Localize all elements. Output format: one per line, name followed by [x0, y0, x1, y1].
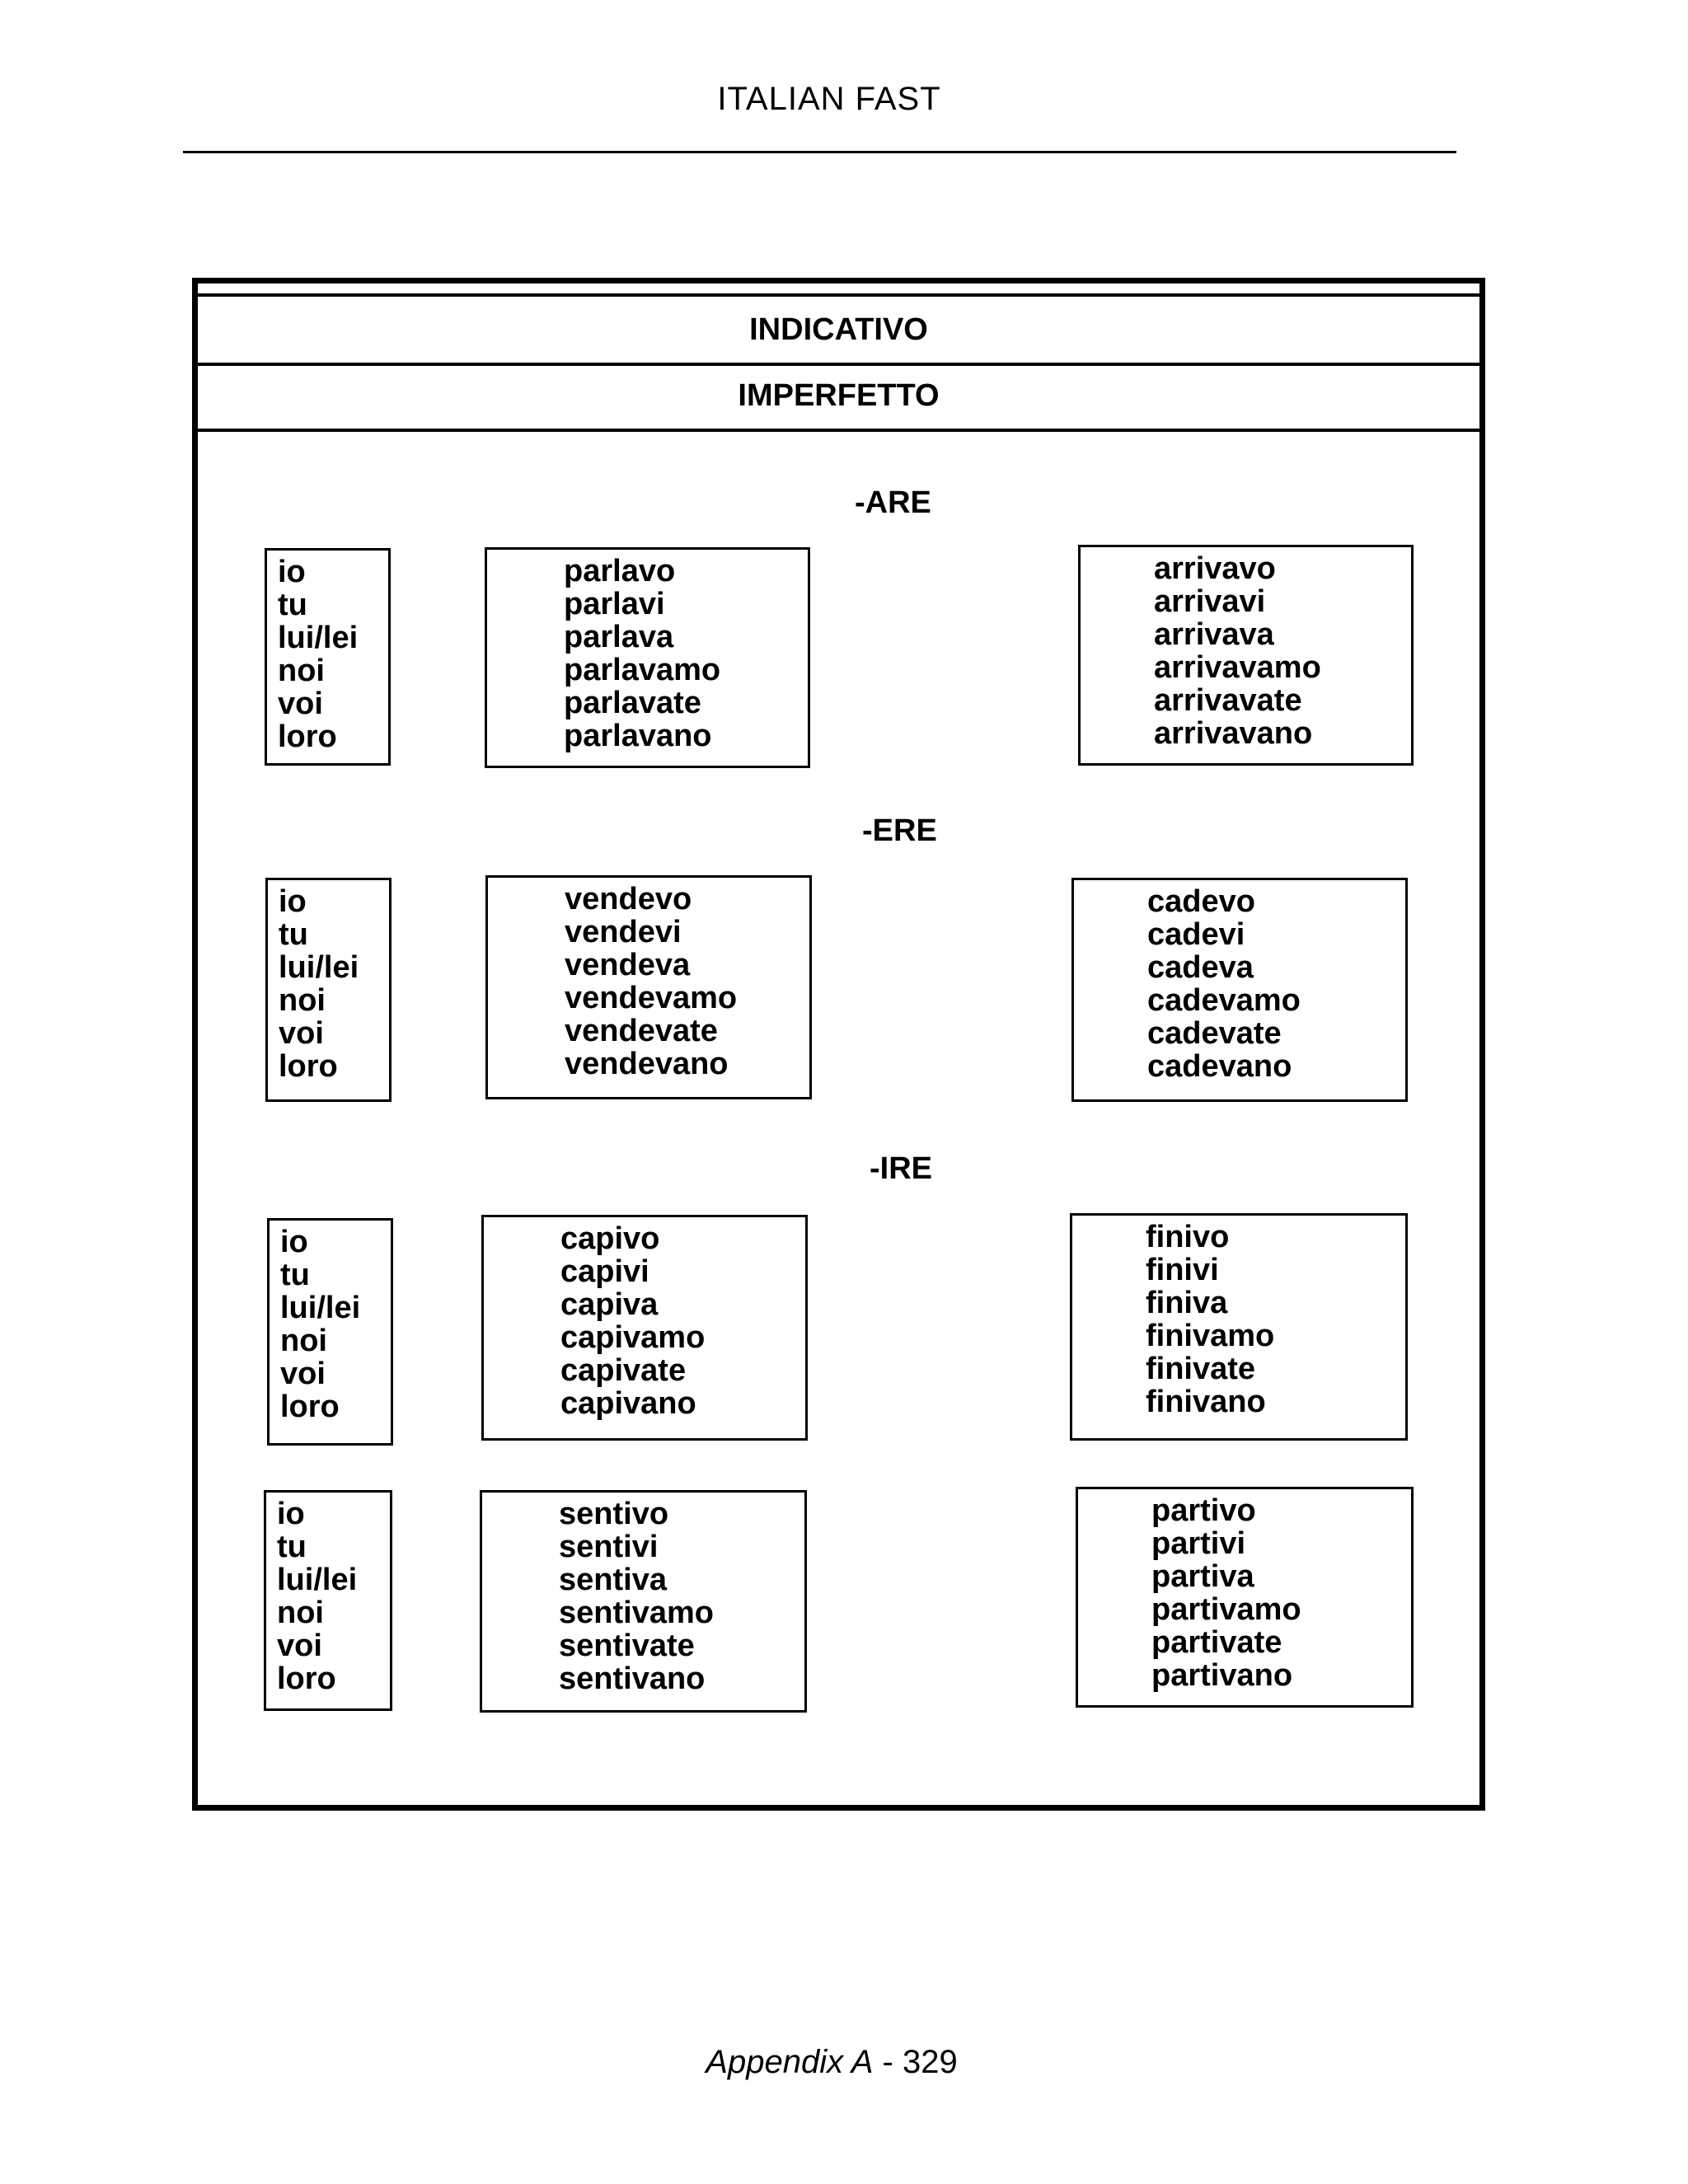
conjugation-list: [488, 883, 809, 1080]
conjugation-list: [1078, 1494, 1411, 1692]
footer-separator: -: [873, 2044, 903, 2080]
verb-box-parlare: [485, 547, 810, 768]
pronoun-item: noi: [280, 1324, 327, 1358]
verb-box-arrivare: [1078, 545, 1414, 766]
verb-box-sentire: [480, 1490, 807, 1713]
pronoun-item: lui/lei: [277, 1563, 358, 1597]
conjugation-item: vendevano: [565, 1047, 729, 1081]
group-label-are: -ARE: [855, 485, 931, 520]
pronoun-box: [265, 548, 391, 766]
conjugation-item: vendevate: [565, 1014, 718, 1048]
conjugation-item: finivano: [1146, 1385, 1266, 1419]
conjugation-item: finivamo: [1146, 1319, 1275, 1353]
pronoun-item: voi: [280, 1357, 326, 1391]
conjugation-item: finivate: [1146, 1352, 1256, 1386]
pronoun-list: [270, 1226, 391, 1423]
page-number: 329: [902, 2044, 958, 2080]
pronoun-list: [268, 885, 389, 1083]
pronoun-item: voi: [279, 1016, 324, 1051]
verb-box-finire: [1070, 1213, 1408, 1441]
conjugation-item: partivamo: [1151, 1592, 1301, 1627]
conjugation-item: arrivava: [1154, 617, 1274, 652]
pronoun-box: [265, 878, 392, 1102]
pronoun-list: [267, 555, 388, 753]
conjugation-item: arrivavate: [1154, 683, 1302, 718]
conjugation-item: finivo: [1146, 1220, 1230, 1254]
conjugation-table: [192, 278, 1485, 1811]
conjugation-list: [484, 1222, 805, 1420]
conjugation-item: partivo: [1151, 1493, 1256, 1528]
page-footer: [0, 2044, 1663, 2081]
conjugation-item: capivate: [560, 1353, 687, 1388]
conjugation-item: sentivamo: [559, 1596, 714, 1630]
pronoun-item: loro: [280, 1390, 340, 1424]
pronoun-item: voi: [278, 687, 323, 721]
conjugation-item: partivate: [1151, 1625, 1282, 1660]
pronoun-item: noi: [278, 654, 325, 688]
running-head: ITALIAN FAST: [717, 81, 941, 117]
conjugation-item: finivi: [1146, 1253, 1219, 1287]
pronoun-item: loro: [277, 1661, 336, 1696]
conjugation-item: arrivavano: [1154, 716, 1313, 751]
pronoun-item: io: [278, 555, 306, 589]
pronoun-list: [266, 1497, 390, 1695]
conjugation-item: sentivano: [559, 1661, 706, 1696]
conjugation-list: [1074, 885, 1405, 1083]
conjugation-item: cadevi: [1147, 917, 1245, 952]
conjugation-item: parlavo: [564, 554, 676, 588]
group-label-ire: -IRE: [870, 1151, 932, 1186]
verb-box-vendere: [485, 875, 812, 1099]
conjugation-item: cadevate: [1147, 1016, 1282, 1051]
verb-box-cadere: [1071, 878, 1408, 1102]
pronoun-box: [264, 1490, 392, 1711]
conjugation-item: sentivo: [559, 1497, 669, 1531]
conjugation-list: [1072, 1221, 1405, 1418]
conjugation-item: cadeva: [1147, 950, 1254, 985]
conjugation-list: [482, 1497, 804, 1695]
conjugation-item: arrivavo: [1154, 551, 1276, 586]
pronoun-item: noi: [279, 983, 326, 1018]
conjugation-item: arrivavamo: [1154, 650, 1321, 685]
group-label-ere: -ERE: [862, 813, 937, 848]
pronoun-item: voi: [277, 1629, 322, 1663]
conjugation-item: vendevi: [565, 915, 682, 949]
verb-box-partire: [1076, 1487, 1414, 1708]
conjugation-item: sentivate: [559, 1629, 695, 1663]
conjugation-item: capivi: [560, 1254, 649, 1289]
pronoun-item: noi: [277, 1596, 324, 1630]
pronoun-box: [267, 1218, 393, 1446]
conjugation-item: vendevo: [565, 882, 692, 916]
header-rule: [183, 151, 1456, 153]
conjugation-item: partivi: [1151, 1526, 1246, 1561]
pronoun-item: io: [279, 884, 307, 919]
conjugation-item: capivano: [560, 1386, 696, 1421]
conjugation-item: partiva: [1151, 1559, 1254, 1594]
pronoun-item: tu: [277, 1530, 307, 1564]
conjugation-list: [487, 555, 808, 752]
mood-heading: INDICATIVO: [198, 293, 1479, 366]
pronoun-item: lui/lei: [278, 621, 359, 655]
conjugation-item: vendevamo: [565, 981, 738, 1015]
conjugation-item: finiva: [1146, 1286, 1228, 1320]
appendix-label: Appendix A: [706, 2044, 874, 2080]
pronoun-item: tu: [279, 917, 308, 952]
conjugation-item: parlavate: [564, 686, 701, 720]
pronoun-item: lui/lei: [280, 1291, 361, 1325]
conjugation-item: parlavi: [564, 587, 665, 621]
tense-heading: IMPERFETTO: [198, 363, 1479, 432]
conjugation-item: sentivi: [559, 1530, 659, 1564]
conjugation-item: capivo: [560, 1221, 660, 1256]
verb-box-capire: [481, 1215, 808, 1441]
pronoun-item: loro: [278, 719, 337, 754]
conjugation-item: capivamo: [560, 1320, 706, 1355]
conjugation-item: parlavamo: [564, 653, 721, 687]
pronoun-item: io: [277, 1497, 305, 1531]
conjugation-item: parlava: [564, 620, 674, 654]
conjugation-item: cadevano: [1147, 1049, 1292, 1084]
conjugation-item: arrivavi: [1154, 584, 1266, 619]
conjugation-list: [1081, 552, 1411, 750]
pronoun-item: tu: [280, 1258, 310, 1292]
pronoun-item: loro: [279, 1049, 338, 1084]
pronoun-item: lui/lei: [279, 950, 359, 985]
pronoun-item: io: [280, 1225, 308, 1259]
conjugation-item: vendeva: [565, 948, 691, 982]
pronoun-item: tu: [278, 588, 307, 622]
conjugation-item: partivano: [1151, 1658, 1293, 1693]
conjugation-item: capiva: [560, 1287, 659, 1322]
conjugation-item: sentiva: [559, 1563, 667, 1597]
conjugation-item: cadevo: [1147, 884, 1255, 919]
conjugation-item: cadevamo: [1147, 983, 1301, 1018]
conjugation-item: parlavano: [564, 719, 712, 753]
